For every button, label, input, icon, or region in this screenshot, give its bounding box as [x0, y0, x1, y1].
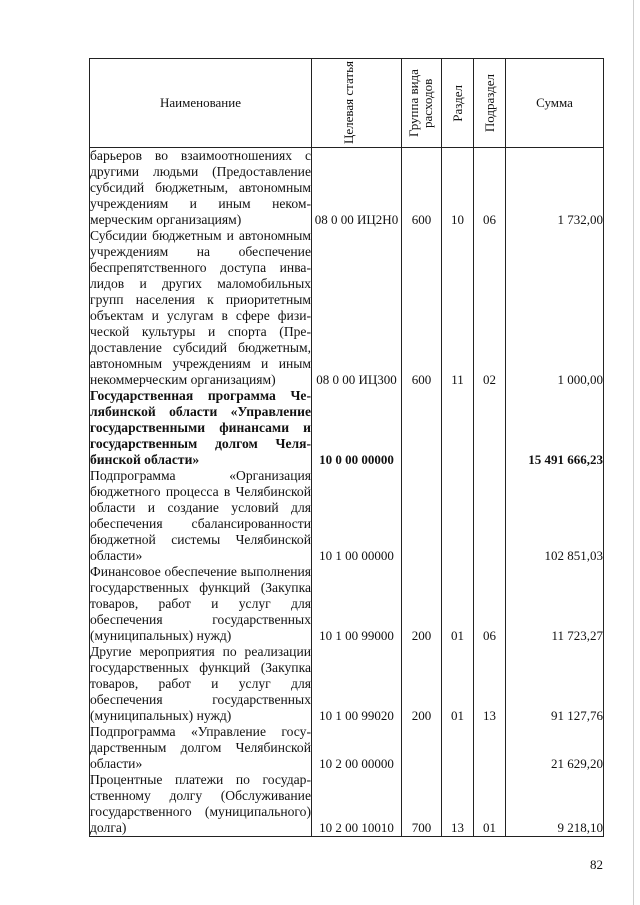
cell-target: 10 2 00 10010 — [312, 772, 402, 837]
cell-sum: 1 732,00 — [506, 148, 604, 229]
cell-name: барьеров во взаимоотношениях с другими людьми (Предоставление субсидий бюджетным, автономным учреждениям и иным некоммерческим организациям) — [90, 148, 311, 227]
cell-sum: 11 723,27 — [506, 564, 604, 644]
table-row — [90, 564, 604, 644]
table-row — [90, 228, 604, 388]
cell-subsection: 13 — [474, 644, 506, 724]
cell-group: 600 — [402, 148, 442, 229]
cell-subsection: 06 — [474, 564, 506, 644]
cell-sum: 9 218,10 — [506, 772, 604, 837]
cell-subsection — [474, 468, 506, 564]
cell-subsection — [474, 724, 506, 772]
cell-name: Подпрограмма «Управление государственным долгом Челябинской области» — [90, 724, 311, 771]
page-number: 82 — [590, 857, 603, 872]
cell-subsection — [474, 388, 506, 468]
header-section: Раздел — [442, 59, 474, 148]
cell-sum: 21 629,20 — [506, 724, 604, 772]
cell-section — [442, 388, 474, 468]
cell-target: 10 0 00 00000 — [312, 388, 402, 468]
header-group: Группа вида расходов — [402, 59, 442, 148]
cell-name: Субсидии бюджетным и автономным учреждениям на обеспечение беспрепятственного доступа инвалидов и других маломобильных групп населения к приоритетным объектам и услугам в сфере физической культуры и спорта (Предоставление субсидий бюджетным, автономным учреждениям и иным некоммерческим организациям) — [90, 228, 311, 387]
cell-section: 01 — [442, 564, 474, 644]
cell-name: Подпрограмма «Организация бюджетного процесса в Челябинской области и создание условий для обеспечения сбалансированности бюджетной системы Челябинской области» — [90, 468, 311, 563]
cell-subsection: 01 — [474, 772, 506, 837]
header-name: Наименование — [90, 59, 312, 148]
cell-target: 08 0 00 ИЦ2Н0 — [312, 148, 402, 229]
cell-subsection: 02 — [474, 228, 506, 388]
cell-target: 10 1 00 00000 — [312, 468, 402, 564]
cell-group — [402, 388, 442, 468]
cell-target: 10 2 00 00000 — [312, 724, 402, 772]
cell-group: 700 — [402, 772, 442, 837]
cell-group — [402, 724, 442, 772]
cell-target: 10 1 00 99000 — [312, 564, 402, 644]
cell-name: Процентные платежи по государственному долгу (Обслуживание государственного (муниципального) долга) — [90, 772, 311, 835]
cell-target: 08 0 00 ИЦ300 — [312, 228, 402, 388]
cell-group: 200 — [402, 644, 442, 724]
cell-name: Другие мероприятия по реализации государственных функций (Закупка товаров, работ и услуг для обеспечения государственных (муниципальных) нужд) — [90, 644, 311, 723]
cell-sum: 102 851,03 — [506, 468, 604, 564]
cell-group: 600 — [402, 228, 442, 388]
cell-group — [402, 468, 442, 564]
table-row — [90, 724, 604, 772]
table-row — [90, 644, 604, 724]
cell-sum: 91 127,76 — [506, 644, 604, 724]
cell-name: Государственная программа Челябинской области «Управление государственными финансами и государственным долгом Челябинской области» — [90, 388, 311, 467]
budget-table — [89, 58, 604, 837]
cell-sum: 15 491 666,23 — [506, 388, 604, 468]
cell-section — [442, 468, 474, 564]
cell-section: 01 — [442, 644, 474, 724]
cell-target: 10 1 00 99020 — [312, 644, 402, 724]
header-subsection: Подраздел — [474, 59, 506, 148]
cell-subsection: 06 — [474, 148, 506, 229]
cell-group: 200 — [402, 564, 442, 644]
header-sum: Сумма — [506, 59, 604, 148]
header-target: Целевая статья — [312, 59, 402, 148]
table-row — [90, 388, 604, 468]
cell-name: Финансовое обеспечение выполнения государственных функций (Закупка товаров, работ и услуг для обеспечения государственных (муниципальных) нужд) — [90, 564, 311, 643]
cell-sum: 1 000,00 — [506, 228, 604, 388]
cell-section: 11 — [442, 228, 474, 388]
table-row — [90, 148, 604, 229]
cell-section: 10 — [442, 148, 474, 229]
table-row — [90, 772, 604, 837]
page-edge — [633, 0, 634, 905]
cell-section — [442, 724, 474, 772]
table-header-row — [90, 59, 604, 148]
cell-section: 13 — [442, 772, 474, 837]
table-row — [90, 468, 604, 564]
